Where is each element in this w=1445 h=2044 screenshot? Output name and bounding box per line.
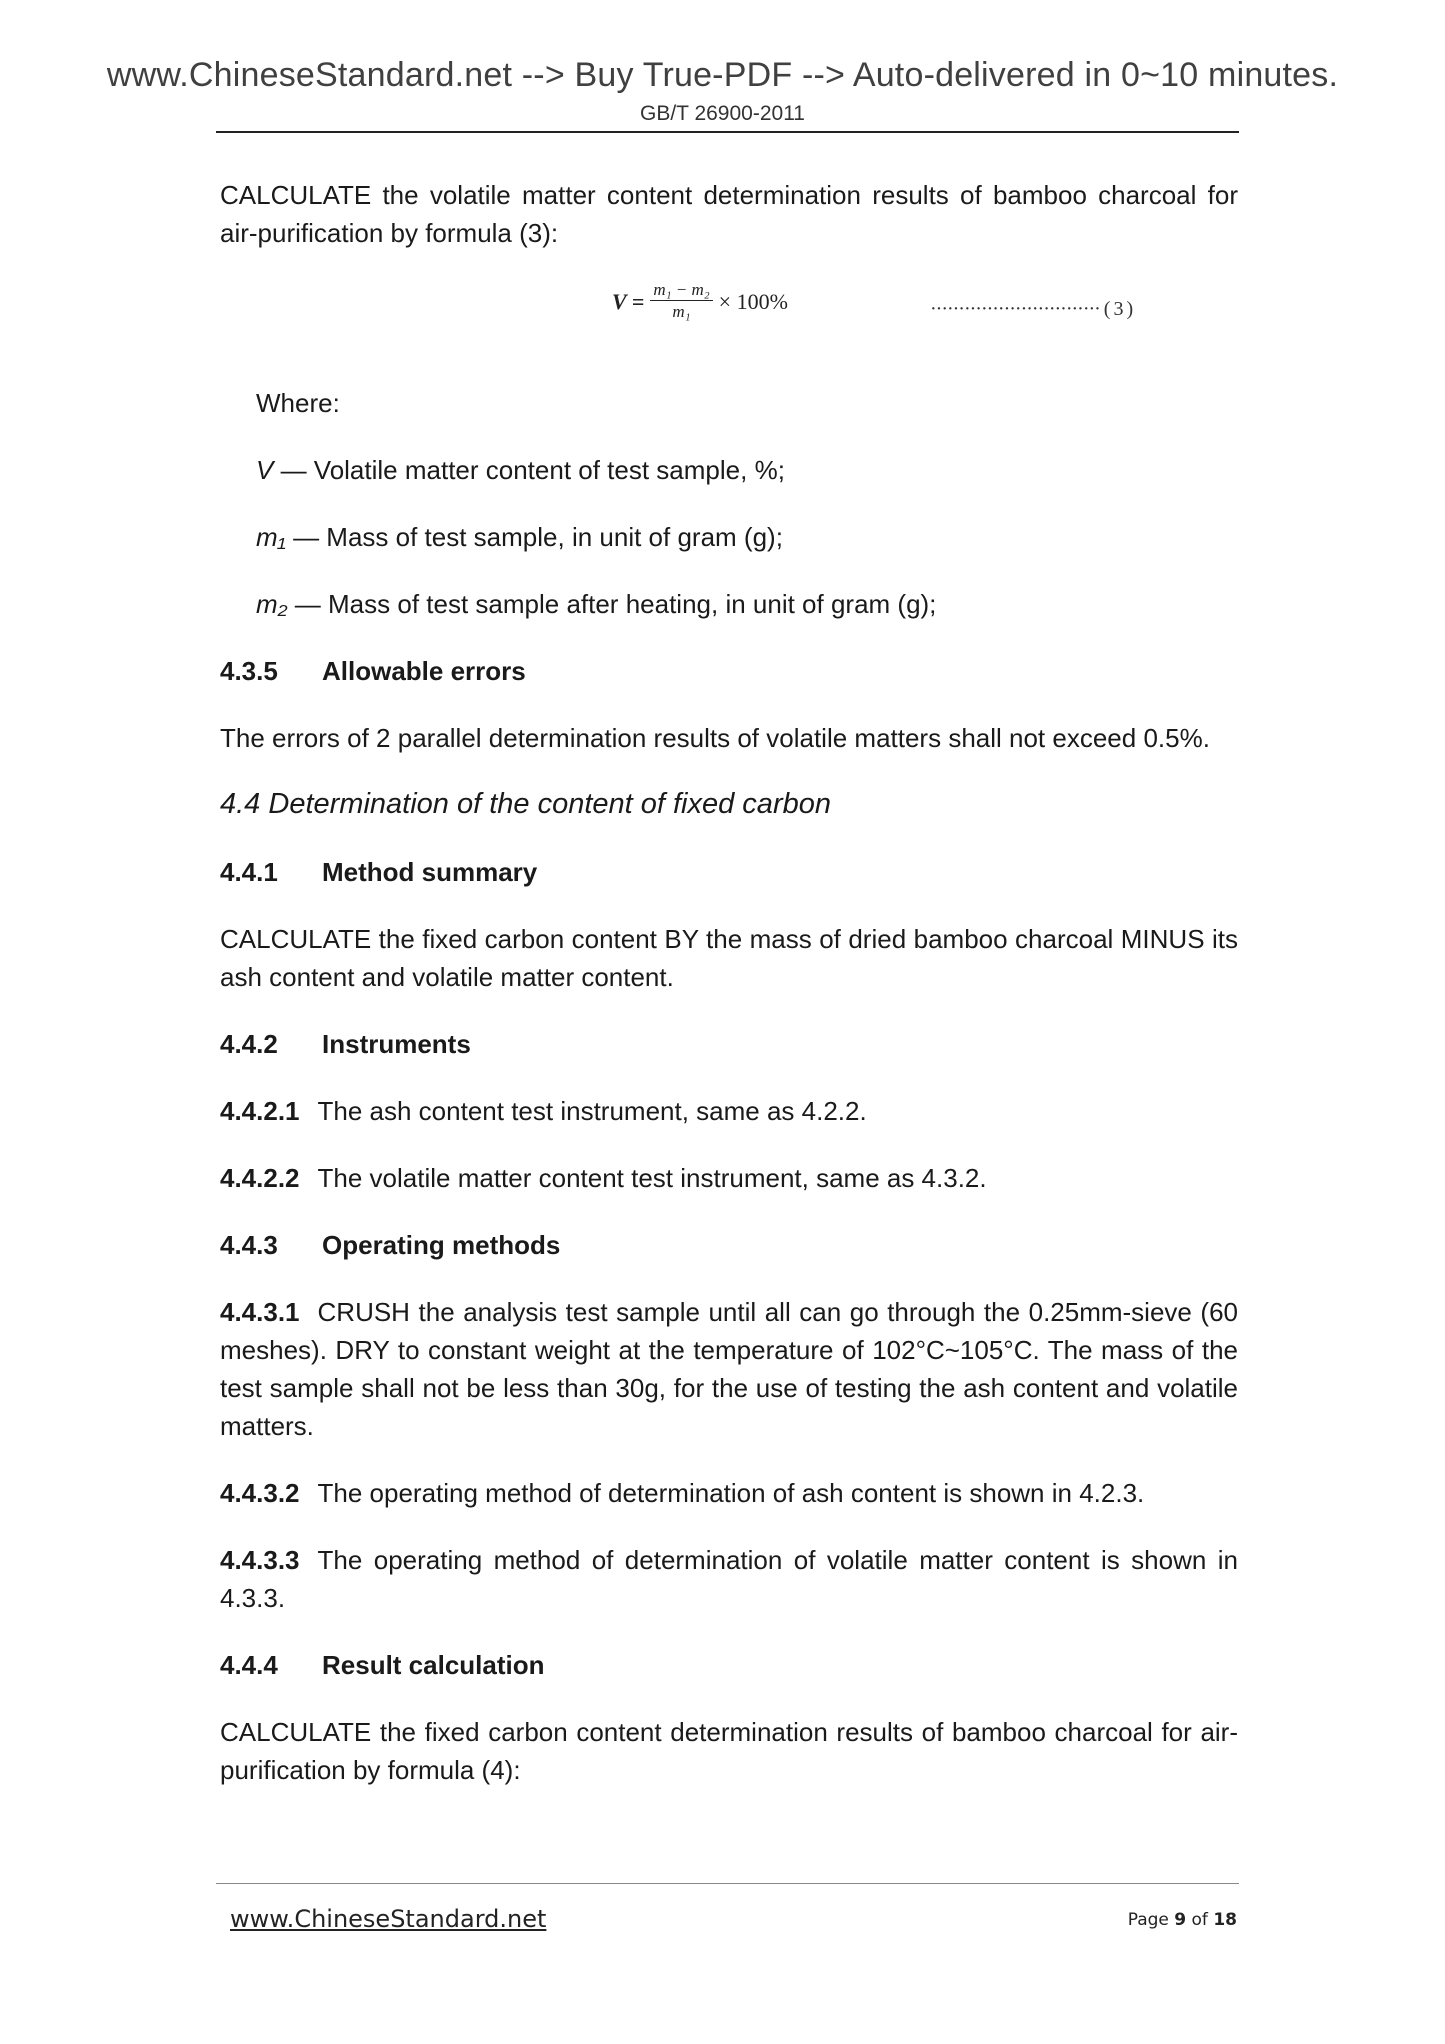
item-text: The ash content test instrument, same as 4.2.2. xyxy=(317,1096,867,1126)
item-4-4-3-1 xyxy=(220,1293,1238,1445)
item-number: 4.4.3.2 xyxy=(220,1478,300,1508)
page-prefix: Page xyxy=(1127,1910,1175,1930)
formula-numerator: m₁ − m₂ xyxy=(650,280,712,301)
definition-m2 xyxy=(220,585,1238,623)
definition-symbol: m₁ xyxy=(256,522,286,552)
section-number: 4.4.2 xyxy=(220,1029,278,1059)
item-text: The volatile matter content test instrument, same as 4.3.2. xyxy=(317,1163,987,1193)
item-number: 4.4.3.1 xyxy=(220,1297,300,1327)
definition-symbol: V xyxy=(256,455,274,485)
definition-m1 xyxy=(220,518,1238,556)
document-body xyxy=(220,176,1238,1789)
section-number: 4.4.1 xyxy=(220,857,278,887)
item-text: The operating method of determination of volatile matter content is shown in 4.3.3. xyxy=(220,1545,1238,1613)
section-number: 4.3.5 xyxy=(220,656,278,686)
formula-fraction xyxy=(650,280,712,323)
formula-lhs: V = xyxy=(612,288,645,314)
item-number: 4.4.2.1 xyxy=(220,1096,300,1126)
definition-text: — Volatile matter content of test sample, %; xyxy=(273,455,785,485)
header-divider xyxy=(216,131,1239,133)
definition-v xyxy=(220,451,1238,489)
section-title: Instruments xyxy=(322,1029,471,1059)
footer-site-link[interactable]: www.ChineseStandard.net xyxy=(230,1905,547,1933)
standard-code: GB/T 26900-2011 xyxy=(639,102,805,125)
header-banner: www.ChineseStandard.net --> Buy True-PDF --> Auto-delivered in 0~10 minutes. xyxy=(106,56,1339,94)
item-text: CRUSH the analysis test sample until all can go through the 0.25mm-sieve (60 meshes). DRY to constant weight at the temperature of 102°C~105°C. The mass of the test sample shall not be less than 30g, for the use of testing the ash content and volatile matters. xyxy=(220,1297,1238,1441)
page-of: of xyxy=(1186,1910,1214,1930)
section-title: Allowable errors xyxy=(322,656,526,686)
allowable-errors-text: The errors of 2 parallel determination results of volatile matters shall not exceed 0.5%. xyxy=(220,723,1210,753)
where-label: Where: xyxy=(256,388,340,418)
heading-4-4-3 xyxy=(220,1226,1238,1264)
formula-3-label: ······························ ( 3 ) xyxy=(930,298,1133,320)
definition-text: — Mass of test sample after heating, in unit of gram (g); xyxy=(287,589,937,619)
formula3-intro: CALCULATE the volatile matter content determination results of bamboo charcoal for air-purification by formula (3): xyxy=(220,180,1238,248)
item-4-4-3-2 xyxy=(220,1474,1238,1512)
page-indicator xyxy=(1128,1910,1237,1930)
heading-4-4-4 xyxy=(220,1646,1238,1684)
item-4-4-2-1 xyxy=(220,1092,1238,1130)
definition-symbol: m₂ xyxy=(256,589,288,619)
item-number: 4.4.2.2 xyxy=(220,1163,300,1193)
heading-4-4-2 xyxy=(220,1025,1238,1063)
item-text: The operating method of determination of ash content is shown in 4.2.3. xyxy=(317,1478,1145,1508)
definition-text: — Mass of test sample, in unit of gram (g); xyxy=(285,522,783,552)
item-number: 4.4.3.3 xyxy=(220,1545,300,1575)
item-4-4-3-3 xyxy=(220,1541,1238,1617)
formula-rhs: × 100% xyxy=(718,288,788,314)
formula-denominator: m₁ xyxy=(672,302,691,321)
heading-4-3-5 xyxy=(220,652,1238,690)
page-current: 9 xyxy=(1174,1910,1187,1930)
formula-3-expression xyxy=(612,280,788,323)
subsection-4-4-title: 4.4 Determination of the content of fixed carbon xyxy=(220,788,831,820)
formula4-intro: CALCULATE the fixed carbon content determination results of bamboo charcoal for air-purification by formula (4): xyxy=(220,1717,1238,1785)
formula-3 xyxy=(220,270,1238,356)
footer-divider xyxy=(216,1883,1239,1884)
section-title: Method summary xyxy=(322,857,538,887)
heading-4-4-1 xyxy=(220,853,1238,891)
method-summary-text: CALCULATE the fixed carbon content BY the mass of dried bamboo charcoal MINUS its ash content and volatile matter content. xyxy=(220,924,1238,992)
item-4-4-2-2 xyxy=(220,1159,1238,1197)
section-number: 4.4.4 xyxy=(220,1650,278,1680)
section-number: 4.4.3 xyxy=(220,1230,278,1260)
section-title: Operating methods xyxy=(322,1230,561,1260)
section-title: Result calculation xyxy=(322,1650,545,1680)
page-total: 18 xyxy=(1213,1910,1237,1930)
